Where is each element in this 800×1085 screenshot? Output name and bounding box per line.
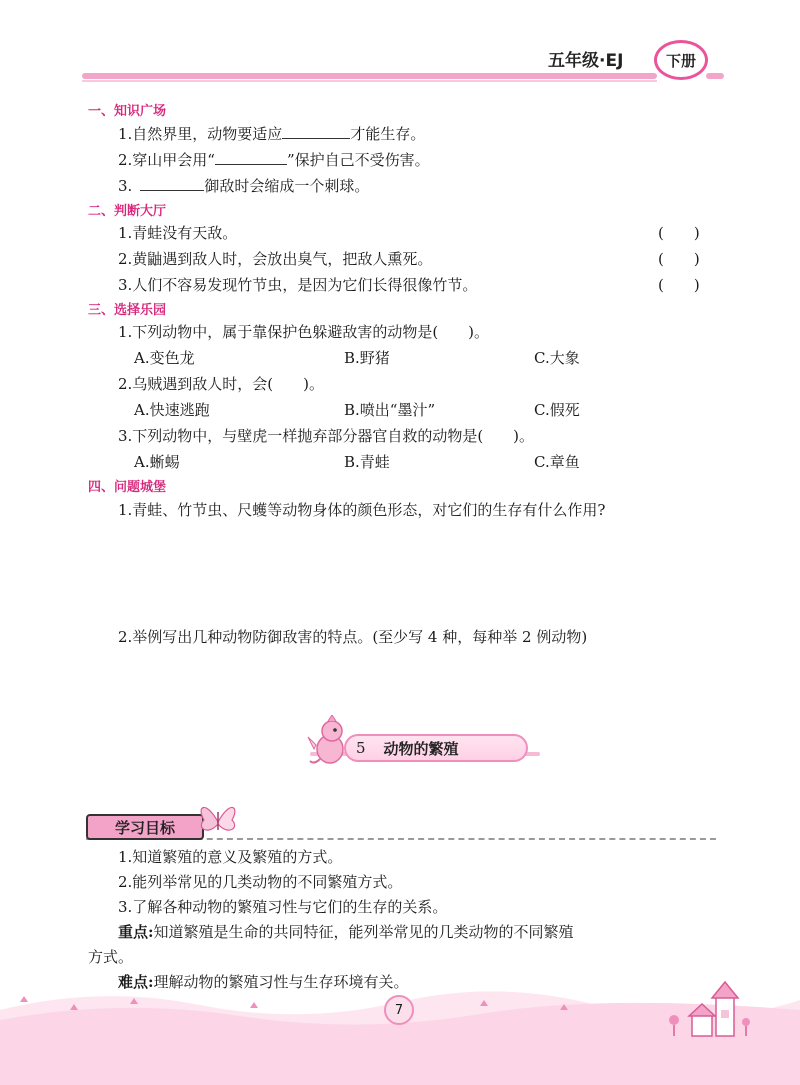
- open-question-2: 2.举例写出几种动物防御敌害的特点。(至少写 4 种，每种举 2 例动物): [118, 628, 588, 646]
- choice-question-2: 2.乌贼遇到敌人时，会( )。: [118, 375, 325, 393]
- dragon-mascot-icon: [306, 715, 352, 767]
- option-b[interactable]: B.野猪: [344, 349, 390, 367]
- lesson-number: 5: [356, 739, 366, 757]
- option-b[interactable]: B.喷出“墨汁”: [344, 401, 436, 419]
- option-a[interactable]: A.快速逃跑: [134, 401, 210, 419]
- question-1-3: [118, 175, 369, 196]
- answer-paren[interactable]: ( ): [658, 250, 700, 268]
- question-1-1: [118, 123, 425, 144]
- question-text: 才能生存。: [350, 125, 426, 143]
- option-c[interactable]: C.大象: [534, 349, 580, 367]
- option-c[interactable]: C.章鱼: [534, 453, 580, 471]
- section-title-knowledge: 一、知识广场: [88, 104, 167, 119]
- section-title-choice: 三、选择乐园: [88, 303, 167, 318]
- castle-tower-icon: [662, 980, 752, 1040]
- choice-question-3: 3.下列动物中，与壁虎一样抛弃部分器官自救的动物是( )。: [118, 427, 535, 445]
- question-text: 1.自然界里，动物要适应: [118, 125, 283, 143]
- key-point-cont: 方式。: [88, 948, 134, 966]
- goal-item-3: 3.了解各种动物的繁殖习性与它们的生存的关系。: [118, 898, 448, 916]
- answer-paren[interactable]: ( ): [658, 224, 700, 242]
- goal-item-1: 1.知道繁殖的意义及繁殖的方式。: [118, 848, 343, 866]
- lesson-title: 动物的繁殖: [383, 739, 459, 758]
- open-question-1: 1.青蛙、竹节虫、尺蠖等动物身体的颜色形态，对它们的生存有什么作用?: [118, 501, 606, 519]
- question-text: 3.: [118, 177, 133, 195]
- lesson-banner: [344, 734, 528, 762]
- answer-blank[interactable]: [215, 150, 287, 165]
- difficult-point-text: 理解动物的繁殖习性与生存环境有关。: [153, 973, 409, 991]
- answer-blank[interactable]: [282, 124, 350, 139]
- learning-goals-tag: 学习目标: [86, 814, 204, 840]
- section-title-judgement: 二、判断大厅: [88, 204, 167, 219]
- judge-item-2: 2.黄鼬遇到敌人时，会放出臭气，把敌人熏死。: [118, 250, 433, 268]
- answer-paren[interactable]: ( ): [658, 276, 700, 294]
- page-number: 7: [384, 995, 414, 1025]
- header-rule: [82, 73, 657, 79]
- answer-blank[interactable]: [140, 176, 204, 191]
- option-c[interactable]: C.假死: [534, 401, 580, 419]
- goal-item-2: 2.能列举常见的几类动物的不同繁殖方式。: [118, 873, 403, 891]
- question-1-2: [118, 149, 430, 170]
- key-point-label: 重点:: [118, 923, 154, 941]
- choice-question-1: 1.下列动物中，属于靠保护色躲避敌害的动物是( )。: [118, 323, 490, 341]
- question-text: 御敌时会缩成一个刺球。: [204, 177, 370, 195]
- question-text: 2.穿山甲会用“: [118, 151, 215, 169]
- question-text: ”保护自己不受伤害。: [286, 151, 430, 169]
- header-rule-tail: [706, 73, 724, 79]
- judge-item-3: 3.人们不容易发现竹节虫，是因为它们长得很像竹节。: [118, 276, 478, 294]
- difficult-point-label: 难点:: [118, 973, 154, 991]
- key-point-text: 知道繁殖是生命的共同特征，能列举常见的几类动物的不同繁殖: [153, 923, 574, 941]
- option-a[interactable]: A.变色龙: [134, 349, 195, 367]
- option-a[interactable]: A.蜥蜴: [134, 453, 180, 471]
- option-b[interactable]: B.青蛙: [344, 453, 390, 471]
- grade-label: 五年级·EJ: [548, 51, 624, 71]
- key-point: [118, 921, 574, 942]
- header-rule-thin: [82, 80, 657, 82]
- section-title-problems: 四、问题城堡: [88, 480, 167, 495]
- volume-badge: 下册: [654, 40, 708, 80]
- butterfly-icon: [196, 800, 240, 840]
- judge-item-1: 1.青蛙没有天敌。: [118, 224, 238, 242]
